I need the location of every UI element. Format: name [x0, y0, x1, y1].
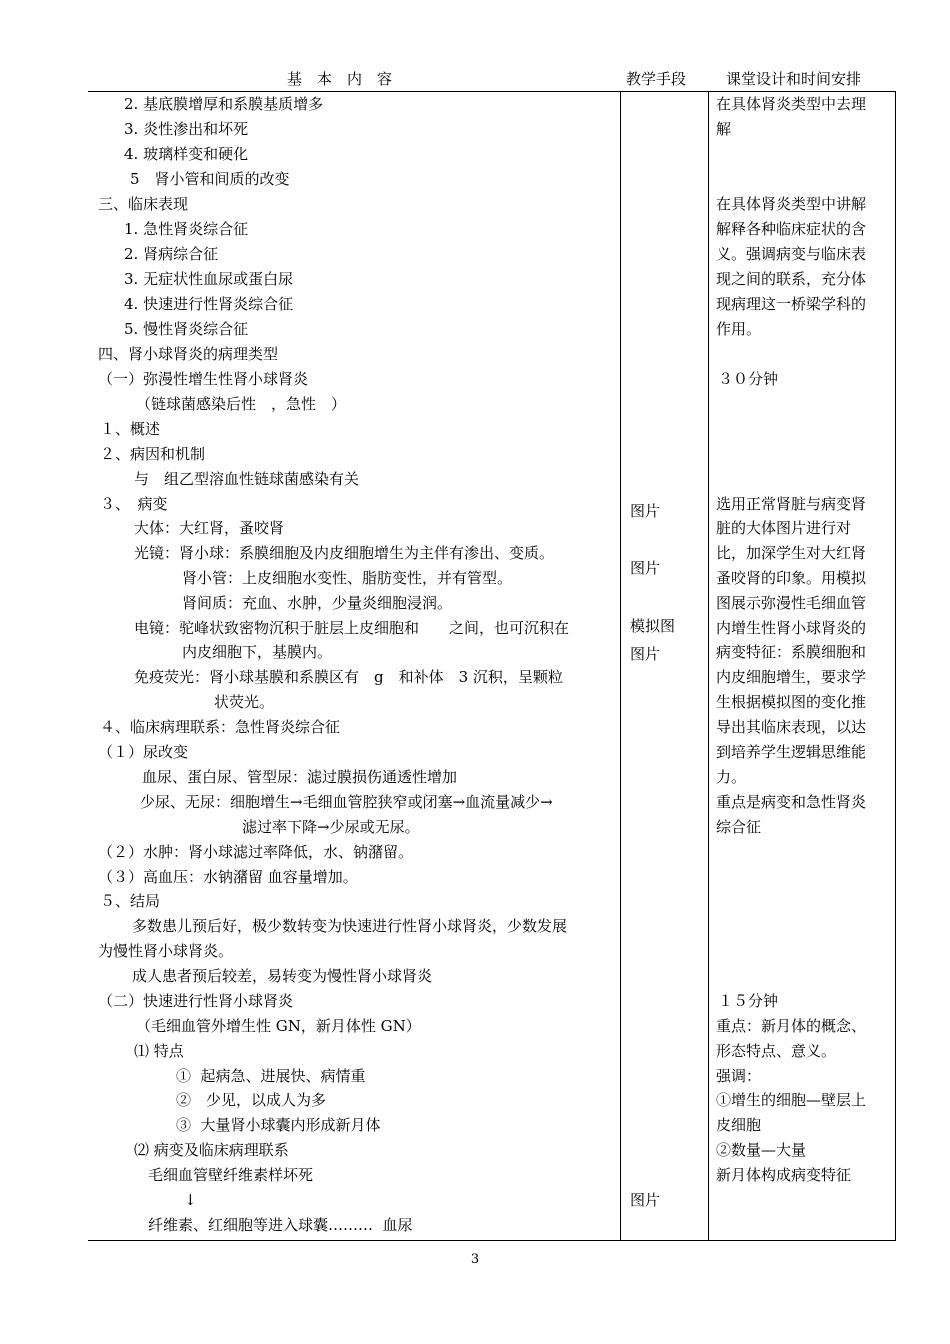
design-note-line: 脏的大体图片进行对: [716, 519, 852, 537]
content-line: 肾小管：上皮细胞水变性、脂肪变性，并有管型。: [182, 569, 513, 587]
content-line: 电镜：驼峰状致密物沉积于脏层上皮细胞和 之间，也可沉积在: [134, 619, 570, 637]
design-note-line: 重点是病变和急性肾炎: [716, 793, 867, 811]
design-note-line: １５分钟: [718, 992, 779, 1010]
teaching-means-item: 图片: [630, 1191, 661, 1209]
content-line: （二）快速进行性肾小球肾炎: [98, 992, 294, 1010]
design-note-line: 内增生性肾小球肾炎的: [716, 619, 867, 637]
design-note-line: 新月体构成病变特征: [716, 1166, 852, 1184]
design-note-line: 现病理这一桥梁学科的: [716, 295, 867, 313]
design-note-line: ①增生的细胞—壁层上: [716, 1091, 867, 1109]
content-line: 4. 快速进行性肾炎综合征: [124, 295, 294, 313]
content-line: 毛细血管壁纤维素样坏死: [148, 1166, 314, 1184]
design-note-line: 在具体肾炎类型中去理: [716, 95, 867, 113]
content-line: （３）高血压：水钠潴留 血容量增加。: [98, 868, 358, 886]
content-line: （一）弥漫性增生性肾小球肾炎: [98, 370, 309, 388]
content-line: 5. 慢性肾炎综合征: [124, 320, 249, 338]
design-note-line: 综合征: [716, 818, 762, 836]
header-teaching-means: 教学手段: [626, 70, 687, 88]
content-line: 光镜：肾小球：系膜细胞及内皮细胞增生为主伴有渗出、变质。: [134, 544, 555, 562]
content-line: 与 组乙型溶血性链球菌感染有关: [134, 470, 360, 488]
teaching-means-item: 图片: [630, 559, 661, 577]
content-line: ⑴ 特点: [134, 1042, 184, 1060]
teaching-means-item: 图片: [630, 502, 661, 520]
teaching-means-item: 模拟图: [630, 617, 676, 635]
content-line: 2. 肾病综合征: [124, 245, 219, 263]
content-line: 大体：大红肾，蚤咬肾: [134, 519, 285, 537]
design-note-line: 强调：: [716, 1067, 762, 1085]
content-line: 四、肾小球肾炎的病理类型: [98, 345, 279, 363]
content-line: ③ 大量肾小球囊内形成新月体: [176, 1116, 381, 1134]
design-note-line: 皮细胞: [716, 1116, 762, 1134]
design-note-line: 导出其临床表现，以达: [716, 718, 867, 736]
design-note-line: 在具体肾炎类型中讲解: [716, 195, 867, 213]
column-divider-1: [620, 91, 621, 1241]
content-line: ↓: [184, 1191, 197, 1209]
design-note-line: 形态特点、意义。: [716, 1042, 837, 1060]
design-note-line: 生根据模拟图的变化推: [716, 693, 867, 711]
content-line: 2. 基底膜增厚和系膜基质增多: [124, 95, 324, 113]
content-line: 1. 急性肾炎综合征: [124, 220, 249, 238]
design-note-line: 到培养学生逻辑思维能: [716, 743, 867, 761]
content-line: 为慢性肾小球肾炎。: [98, 942, 234, 960]
design-note-line: 选用正常肾脏与病变肾: [716, 495, 867, 513]
design-note-line: 比，加深学生对大红肾: [716, 544, 867, 562]
design-note-line: 作用。: [716, 320, 762, 338]
design-note-line: 重点：新月体的概念、: [716, 1017, 867, 1035]
table-bottom-border: [88, 1240, 896, 1241]
content-line: 成人患者预后较差，易转变为慢性肾小球肾炎: [132, 967, 433, 985]
content-line: 滤过率下降→少尿或无尿。: [242, 818, 420, 836]
content-line: 少尿、无尿：细胞增生→毛细血管腔狭窄或闭塞→血流量减少→: [140, 793, 553, 811]
design-note-line: 蚤咬肾的印象。用模拟: [716, 569, 867, 587]
design-note-line: 义。强调病变与临床表: [716, 245, 867, 263]
design-note-line: 力。: [716, 768, 747, 786]
content-line: 纤维素、红细胞等进入球囊……… 血尿: [148, 1216, 413, 1234]
content-line: （１）尿改变: [98, 743, 189, 761]
content-line: ５、结局: [100, 892, 161, 910]
content-line: （毛细血管外增生性 GN，新月体性 GN）: [136, 1017, 421, 1035]
content-line: ４、临床病理联系：急性肾炎综合征: [100, 718, 341, 736]
content-line: （２）水肿：肾小球滤过率降低，水、钠潴留。: [98, 843, 414, 861]
content-line: 三、临床表现: [98, 195, 189, 213]
table-top-border: [88, 91, 896, 92]
design-note-line: 内皮细胞增生，要求学: [716, 668, 867, 686]
content-line: 3. 无症状性血尿或蛋白尿: [124, 270, 294, 288]
teaching-means-item: 图片: [630, 645, 661, 663]
content-line: 4. 玻璃样变和硬化: [124, 145, 249, 163]
content-line: ② 少见，以成人为多: [176, 1091, 327, 1109]
content-line: ３、 病变: [100, 495, 168, 513]
design-note-line: 解释各种临床症状的含: [716, 220, 867, 238]
design-note-line: 病变特征：系膜细胞和: [716, 643, 867, 661]
page-number: 3: [470, 1252, 480, 1267]
content-line: 状荧光。: [214, 693, 275, 711]
content-line: 内皮细胞下，基膜内。: [182, 643, 333, 661]
content-line: 肾间质：充血、水肿，少量炎细胞浸润。: [182, 594, 453, 612]
content-line: ⑵ 病变及临床病理联系: [134, 1141, 289, 1159]
content-line: 免疫荧光：肾小球基膜和系膜区有 g 和补体 3 沉积，呈颗粒: [134, 668, 563, 686]
design-note-line: 解: [716, 120, 732, 138]
content-line: 5 肾小管和间质的改变: [130, 170, 290, 188]
header-class-design: 课堂设计和时间安排: [726, 70, 862, 88]
design-note-line: 图展示弥漫性毛细血管: [716, 594, 867, 612]
content-line: 3. 炎性渗出和坏死: [124, 120, 249, 138]
content-line: （链球菌感染后性 ，急性 ）: [136, 395, 347, 413]
design-note-line: ３０分钟: [718, 370, 779, 388]
design-note-line: 现之间的联系，充分体: [716, 270, 867, 288]
table-right-border: [895, 91, 896, 1241]
content-line: ① 起病急、进展快、病情重: [176, 1067, 366, 1085]
content-line: １、概述: [100, 420, 161, 438]
content-line: 多数患儿预后好，极少数转变为快速进行性肾小球肾炎，少数发展: [132, 917, 568, 935]
design-note-line: ②数量—大量: [716, 1141, 807, 1159]
column-divider-2: [708, 91, 709, 1241]
header-content: 基 本 内 容: [287, 70, 393, 88]
content-line: ２、病因和机制: [100, 445, 206, 463]
content-line: 血尿、蛋白尿、管型尿：滤过膜损伤通透性增加: [142, 768, 458, 786]
